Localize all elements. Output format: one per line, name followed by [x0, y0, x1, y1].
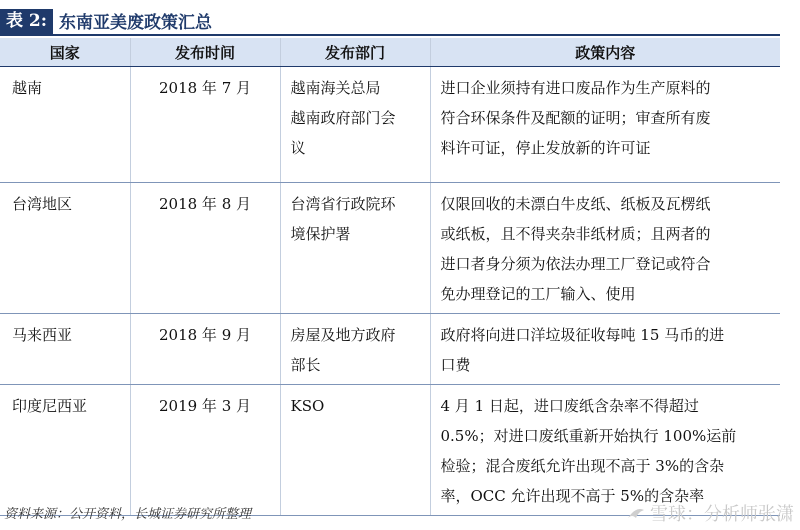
cell-country: 马来西亚 [0, 314, 130, 385]
table-row [0, 183, 780, 314]
dept-line: 境保护署 [290, 225, 351, 243]
policy-line: 符合环保条件及配额的证明；审查所有废 [440, 109, 711, 127]
dept-line: 越南政府部门会 [290, 109, 396, 127]
cell-policy [430, 385, 780, 516]
dept-line: 台湾省行政院环 [290, 195, 396, 213]
policy-line: 免办理登记的工厂输入、使用 [440, 285, 636, 303]
cell-dept [280, 314, 430, 385]
table-number: 表 2: [0, 9, 53, 34]
dept-line: 房屋及地方政府 [290, 326, 396, 344]
cell-dept [280, 183, 430, 314]
cell-policy [430, 67, 780, 183]
cell-dept [280, 385, 430, 516]
policy-line: 口费 [440, 356, 471, 374]
table-row [0, 67, 780, 183]
header-policy: 政策内容 [430, 38, 780, 67]
dept-line: 部长 [290, 356, 321, 374]
policy-line: 率，OCC 允许出现不高于 5%的含杂率 [440, 487, 705, 505]
cell-policy [430, 183, 780, 314]
table-title: 东南亚美废政策汇总 [59, 13, 213, 33]
table-caption [0, 8, 780, 36]
policy-line: 4 月 1 日起，进口废纸含杂率不得超过 [440, 397, 699, 415]
cell-dept [280, 67, 430, 183]
watermark-text: 雪球：分析师张潇 [650, 504, 794, 525]
policy-line: 政府将向进口洋垃圾征收每吨 15 马币的进 [440, 326, 725, 344]
watermark [626, 500, 794, 526]
header-dept: 发布部门 [280, 38, 430, 67]
policy-line: 或纸板，且不得夹杂非纸材质；且两者的 [440, 225, 711, 243]
header-country: 国家 [0, 38, 130, 67]
policy-line: 进口企业须持有进口废品作为生产原料的 [440, 79, 711, 97]
source-note: 资料来源：公开资料，长城证券研究所整理 [4, 507, 252, 522]
cell-date: 2018 年 8 月 [130, 183, 280, 314]
cell-country: 越南 [0, 67, 130, 183]
cell-date: 2018 年 9 月 [130, 314, 280, 385]
cell-country: 台湾地区 [0, 183, 130, 314]
cell-date: 2019 年 3 月 [130, 385, 280, 516]
cell-country: 印度尼西亚 [0, 385, 130, 516]
cell-date: 2018 年 7 月 [130, 67, 280, 183]
header-date: 发布时间 [130, 38, 280, 67]
table-header-row [0, 38, 780, 67]
policy-line: 料许可证，停止发放新的许可证 [440, 139, 651, 157]
table-row [0, 314, 780, 385]
cell-policy [430, 314, 780, 385]
dept-line: 越南海关总局 [290, 79, 381, 97]
snowball-logo-icon [626, 504, 646, 522]
policy-line: 仅限回收的未漂白牛皮纸、纸板及瓦楞纸 [440, 195, 711, 213]
policy-line: 进口者身分须为依法办理工厂登记或符合 [440, 255, 711, 273]
table-row [0, 385, 780, 516]
policy-line: 0.5%；对进口废纸重新开始执行 100%运前 [440, 427, 737, 445]
policy-table [0, 38, 780, 516]
dept-line: 议 [290, 139, 306, 157]
dept-line: KSO [290, 397, 325, 415]
policy-line: 检验；混合废纸允许出现不高于 3%的含杂 [440, 457, 725, 475]
